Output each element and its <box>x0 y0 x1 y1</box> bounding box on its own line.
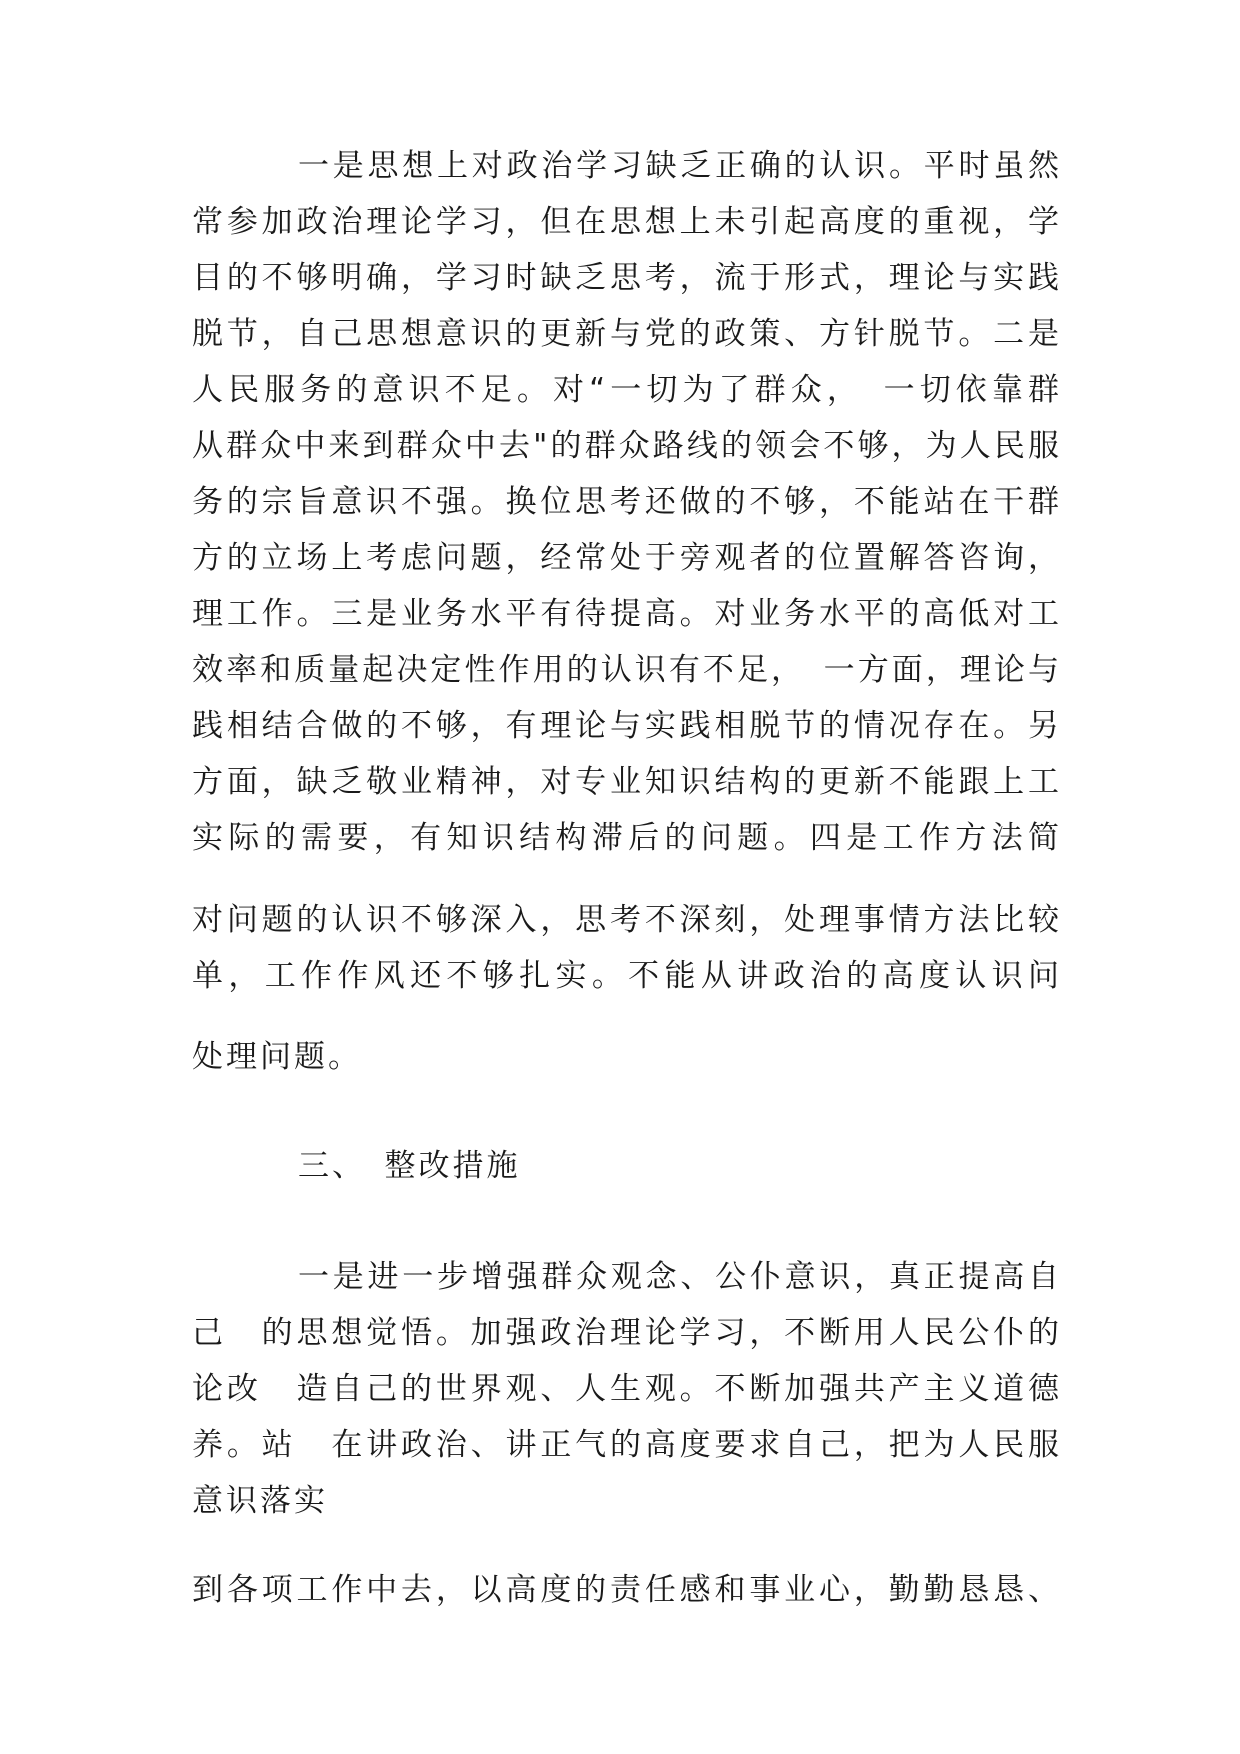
paragraph-line: 对问题的认识不够深入，思考不深刻，处理事情方法比较 <box>192 902 1062 938</box>
paragraph-line: 己 的思想觉悟。加强政治理论学习，不断用人民公仆的 <box>192 1315 1062 1351</box>
paragraph-line: 脱节，自己思想意识的更新与党的政策、方针脱节。二是 <box>192 316 1062 352</box>
paragraph-line: 处理问题。 <box>192 1039 362 1075</box>
paragraph-line: 一是思想上对政治学习缺乏正确的认识。平时虽然 <box>298 148 1062 184</box>
paragraph-line: 到各项工作中去，以高度的责任感和事业心，勤勤恳恳、 <box>192 1572 1062 1608</box>
paragraph-line: 效率和质量起决定性作用的认识有不足， 一方面，理论与 <box>192 652 1062 688</box>
paragraph-line: 意识落实 <box>192 1483 328 1519</box>
paragraph-line: 目的不够明确，学习时缺乏思考，流于形式，理论与实践 <box>192 260 1062 296</box>
paragraph-line: 论改 造自己的世界观、人生观。不断加强共产主义道德 <box>192 1371 1062 1407</box>
paragraph-line: 理工作。三是业务水平有待提高。对业务水平的高低对工 <box>192 596 1062 632</box>
paragraph-line: 务的宗旨意识不强。换位思考还做的不够，不能站在干群 <box>192 484 1062 520</box>
paragraph-line: 常参加政治理论学习，但在思想上未引起高度的重视，学 <box>192 204 1062 240</box>
paragraph-line: 一是进一步增强群众观念、公仆意识，真正提高自 <box>298 1259 1062 1295</box>
paragraph-line: 从群众中来到群众中去"的群众路线的领会不够，为人民服 <box>192 428 1062 464</box>
paragraph-line: 方的立场上考虑问题，经常处于旁观者的位置解答咨询， <box>192 540 1062 576</box>
paragraph-line: 方面，缺乏敬业精神，对专业知识结构的更新不能跟上工 <box>192 764 1062 800</box>
paragraph-line: 践相结合做的不够，有理论与实践相脱节的情况存在。另 <box>192 708 1062 744</box>
paragraph-line: 养。站 在讲政治、讲正气的高度要求自己，把为人民服 <box>192 1427 1062 1463</box>
paragraph-line: 实际的需要，有知识结构滞后的问题。四是工作方法简 <box>192 820 1062 856</box>
section-heading: 三、 整改措施 <box>298 1148 521 1184</box>
paragraph-line: 人民服务的意识不足。对“一切为了群众， 一切依靠群 <box>192 372 1062 408</box>
paragraph-line: 单，工作作风还不够扎实。不能从讲政治的高度认识问 <box>192 958 1062 994</box>
